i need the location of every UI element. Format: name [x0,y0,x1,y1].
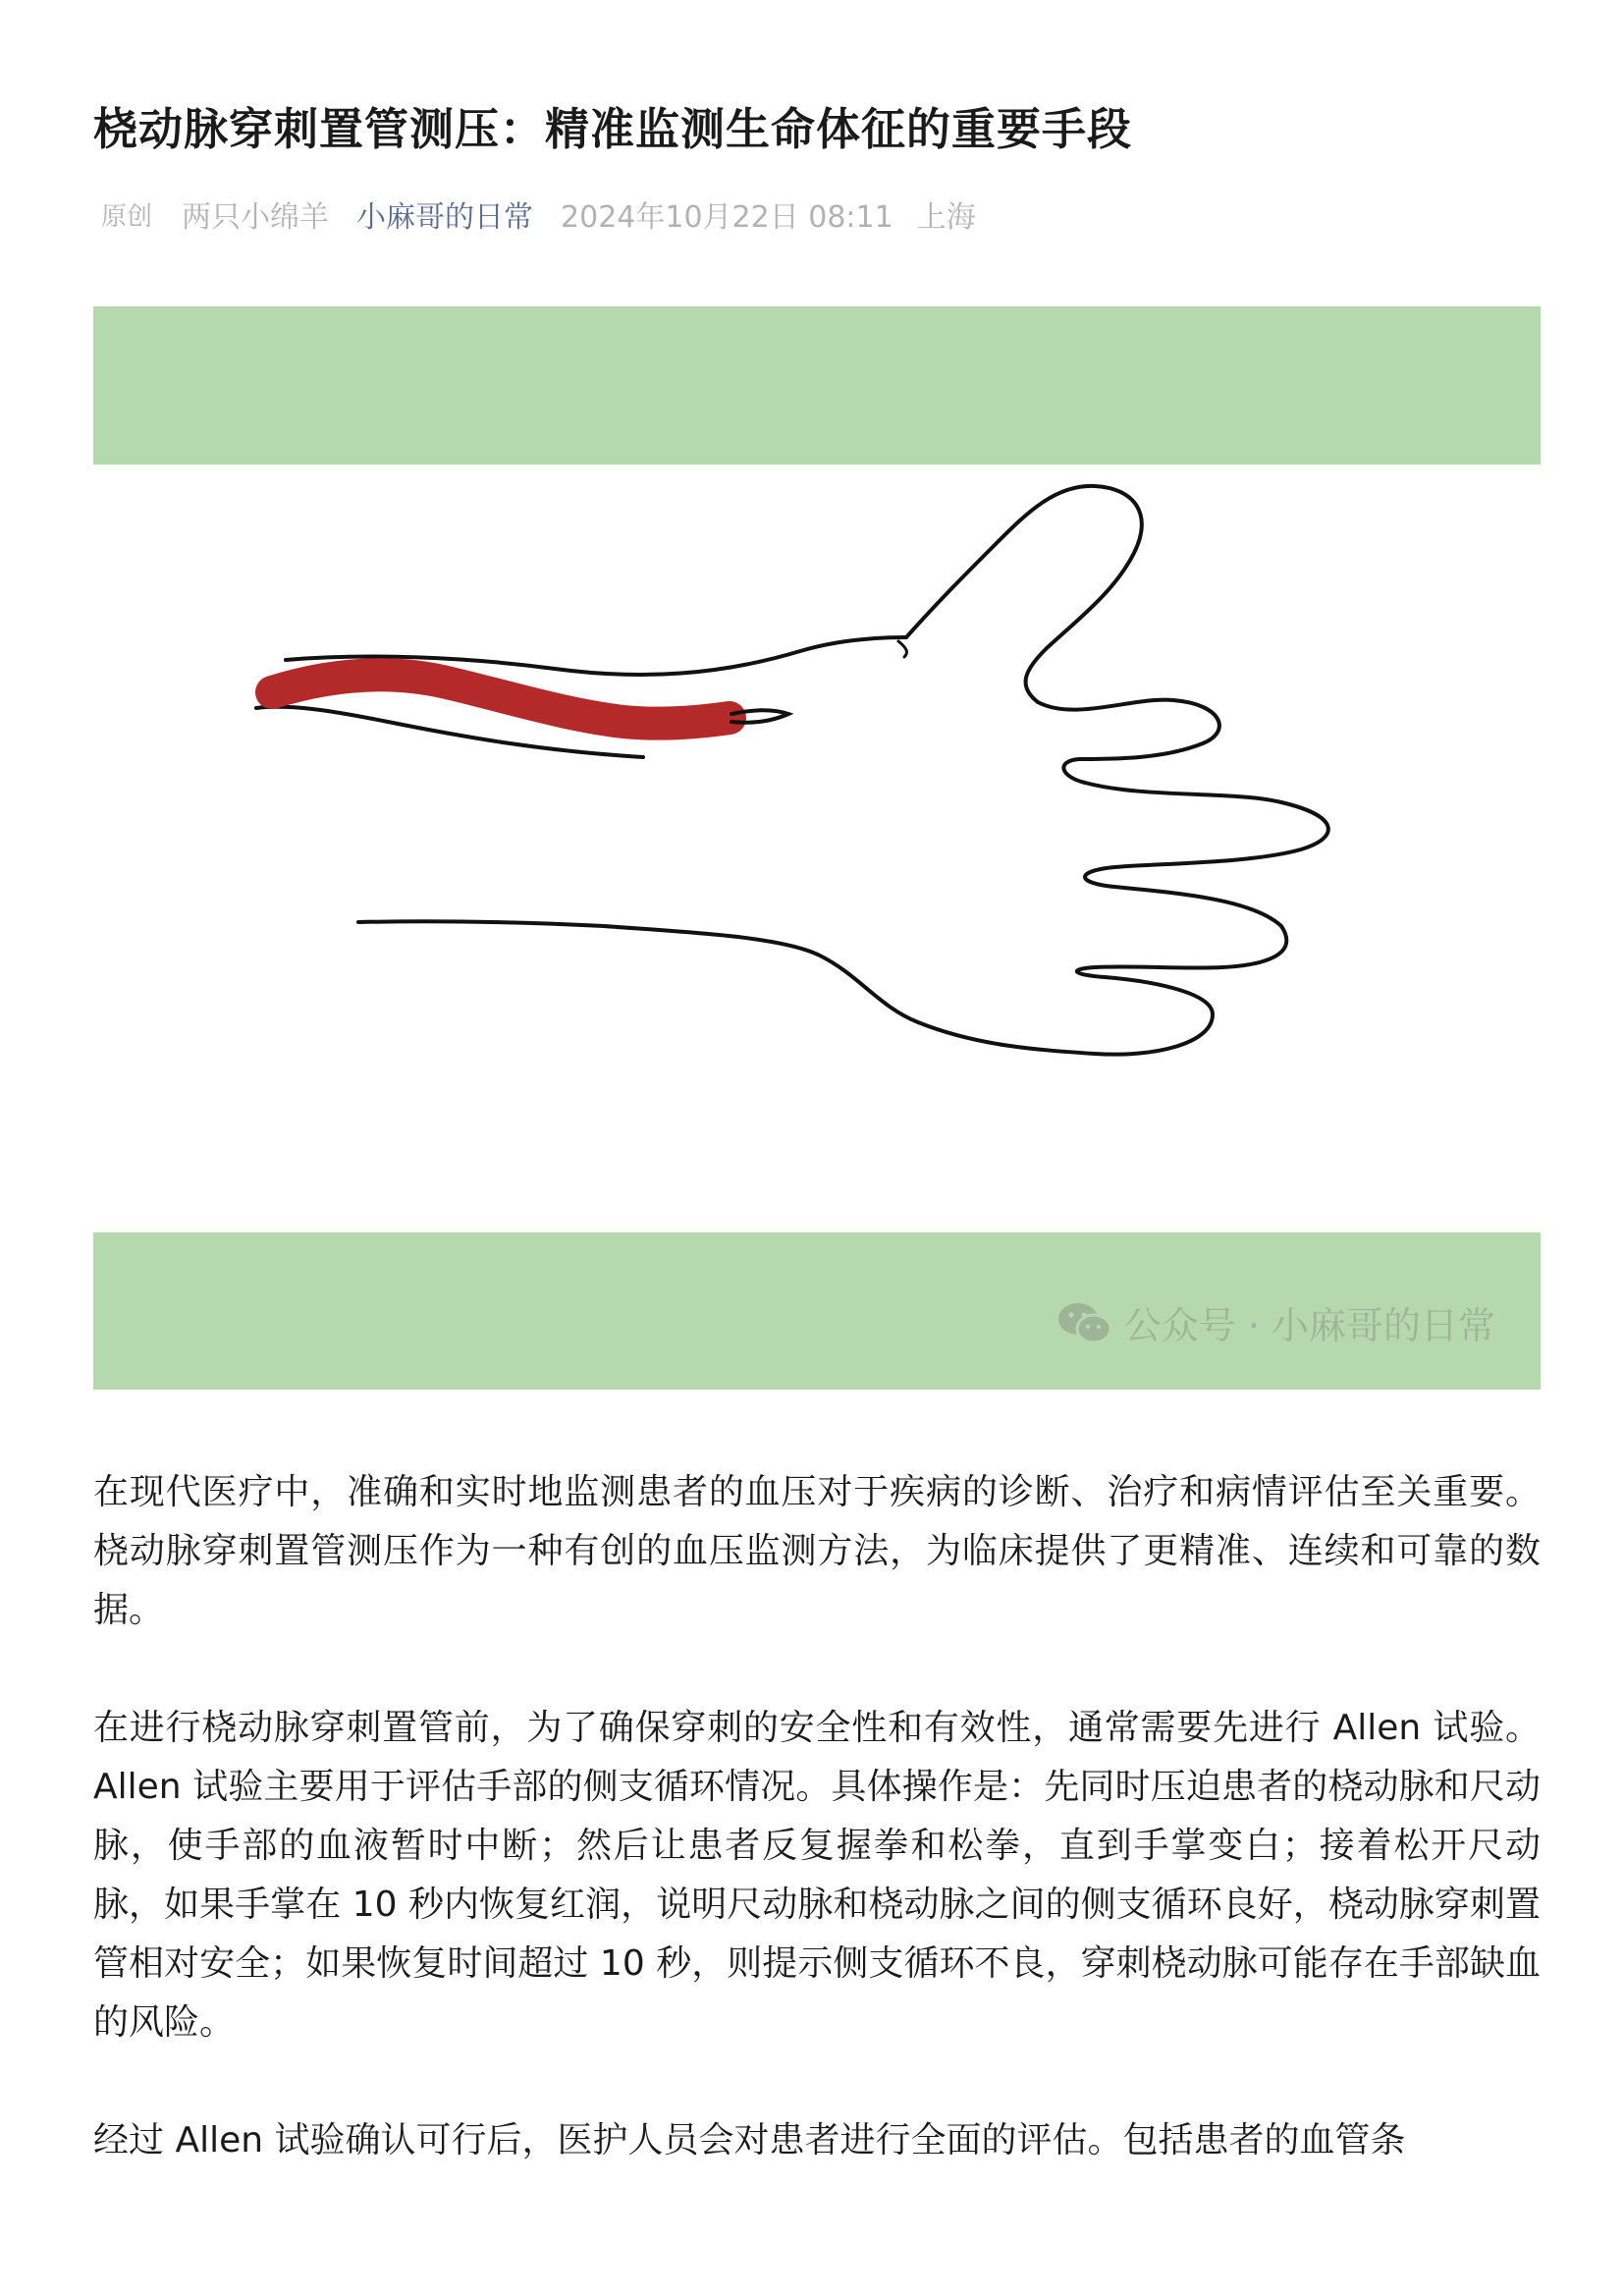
wrist-crease [898,641,906,657]
article-title: 桡动脉穿刺置管测压：精准监测生命体征的重要手段 [93,103,1133,155]
author-name[interactable]: 两只小绵羊 [182,200,330,235]
hand-outline [358,486,1328,1055]
image-bottom-band [93,1232,1541,1390]
paragraph: 经过 Allen 试验确认可行后，医护人员会对患者进行全面的评估。包括患者的血管条 [93,2120,1406,2160]
image-top-band [93,306,1541,465]
hand-drawing [93,465,1541,1232]
watermark-text: 公众号 · 小麻哥的日常 [1123,1304,1495,1347]
paragraph: 在现代医疗中，准确和实时地监测患者的血压对于疾病的诊断、治疗和病情评估至关重要。桡动脉穿刺置管测压作为一种有创的血压监测方法，为临床提供了更精准、连续和可靠的数据。 [93,1472,1541,1630]
account-link[interactable]: 小麻哥的日常 [356,200,534,235]
publish-datetime: 2024年10月22日 08:11 [561,200,893,235]
publish-location: 上海 [916,200,976,235]
original-tag: 原创 [101,201,153,232]
article-meta [93,192,976,236]
hand-illustration[interactable] [93,465,1541,1232]
image-watermark [1057,1295,1495,1349]
article-body [93,1463,1541,2229]
paragraph: 在进行桡动脉穿刺置管前，为了确保穿刺的安全性和有效性，通常需要先进行 Allen 试验。Allen 试验主要用于评估手部的侧支循环情况。具体操作是：先同时压迫患者的桡动脉和尺动脉，使手部的血液暂时中断；然后让患者反复握拳和松拳，直到手掌变白；接着松开尺动脉，如果手掌在 10 秒内恢复红润，说明尺动脉和桡动脉之间的侧支循环良好，桡动脉穿刺置管相对安全；如果恢复时间超过 10 秒，则提示侧支循环不良，穿刺桡动脉可能存在手部缺血的风险。 [93,1708,1541,2043]
wechat-icon [1057,1301,1112,1344]
radial-artery-mark [272,675,730,723]
